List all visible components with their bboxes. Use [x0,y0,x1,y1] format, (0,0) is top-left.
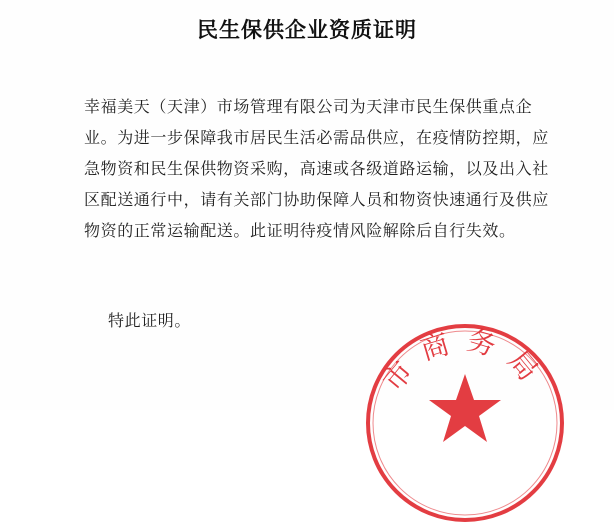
document-body-paragraph: 幸福美天（天津）市场管理有限公司为天津市民生保供重点企业。为进一步保障我市居民生活必需品供应，在疫情防控期，应急物资和民生保供物资采购，高速或各级道路运输，以及出入社区配送通行中，请有关部门协助保障人员和物资快速通行及供应物资的正常运输配送。此证明待疫情风险解除后自行失效。 [84,97,549,240]
document-closing: 特此证明。 [108,311,192,330]
document-title: 民生保供企业资质证明 [197,18,417,42]
seal-text: 市商务局 [376,323,554,398]
seal-star-icon [429,374,501,442]
official-seal-stamp [360,318,570,528]
